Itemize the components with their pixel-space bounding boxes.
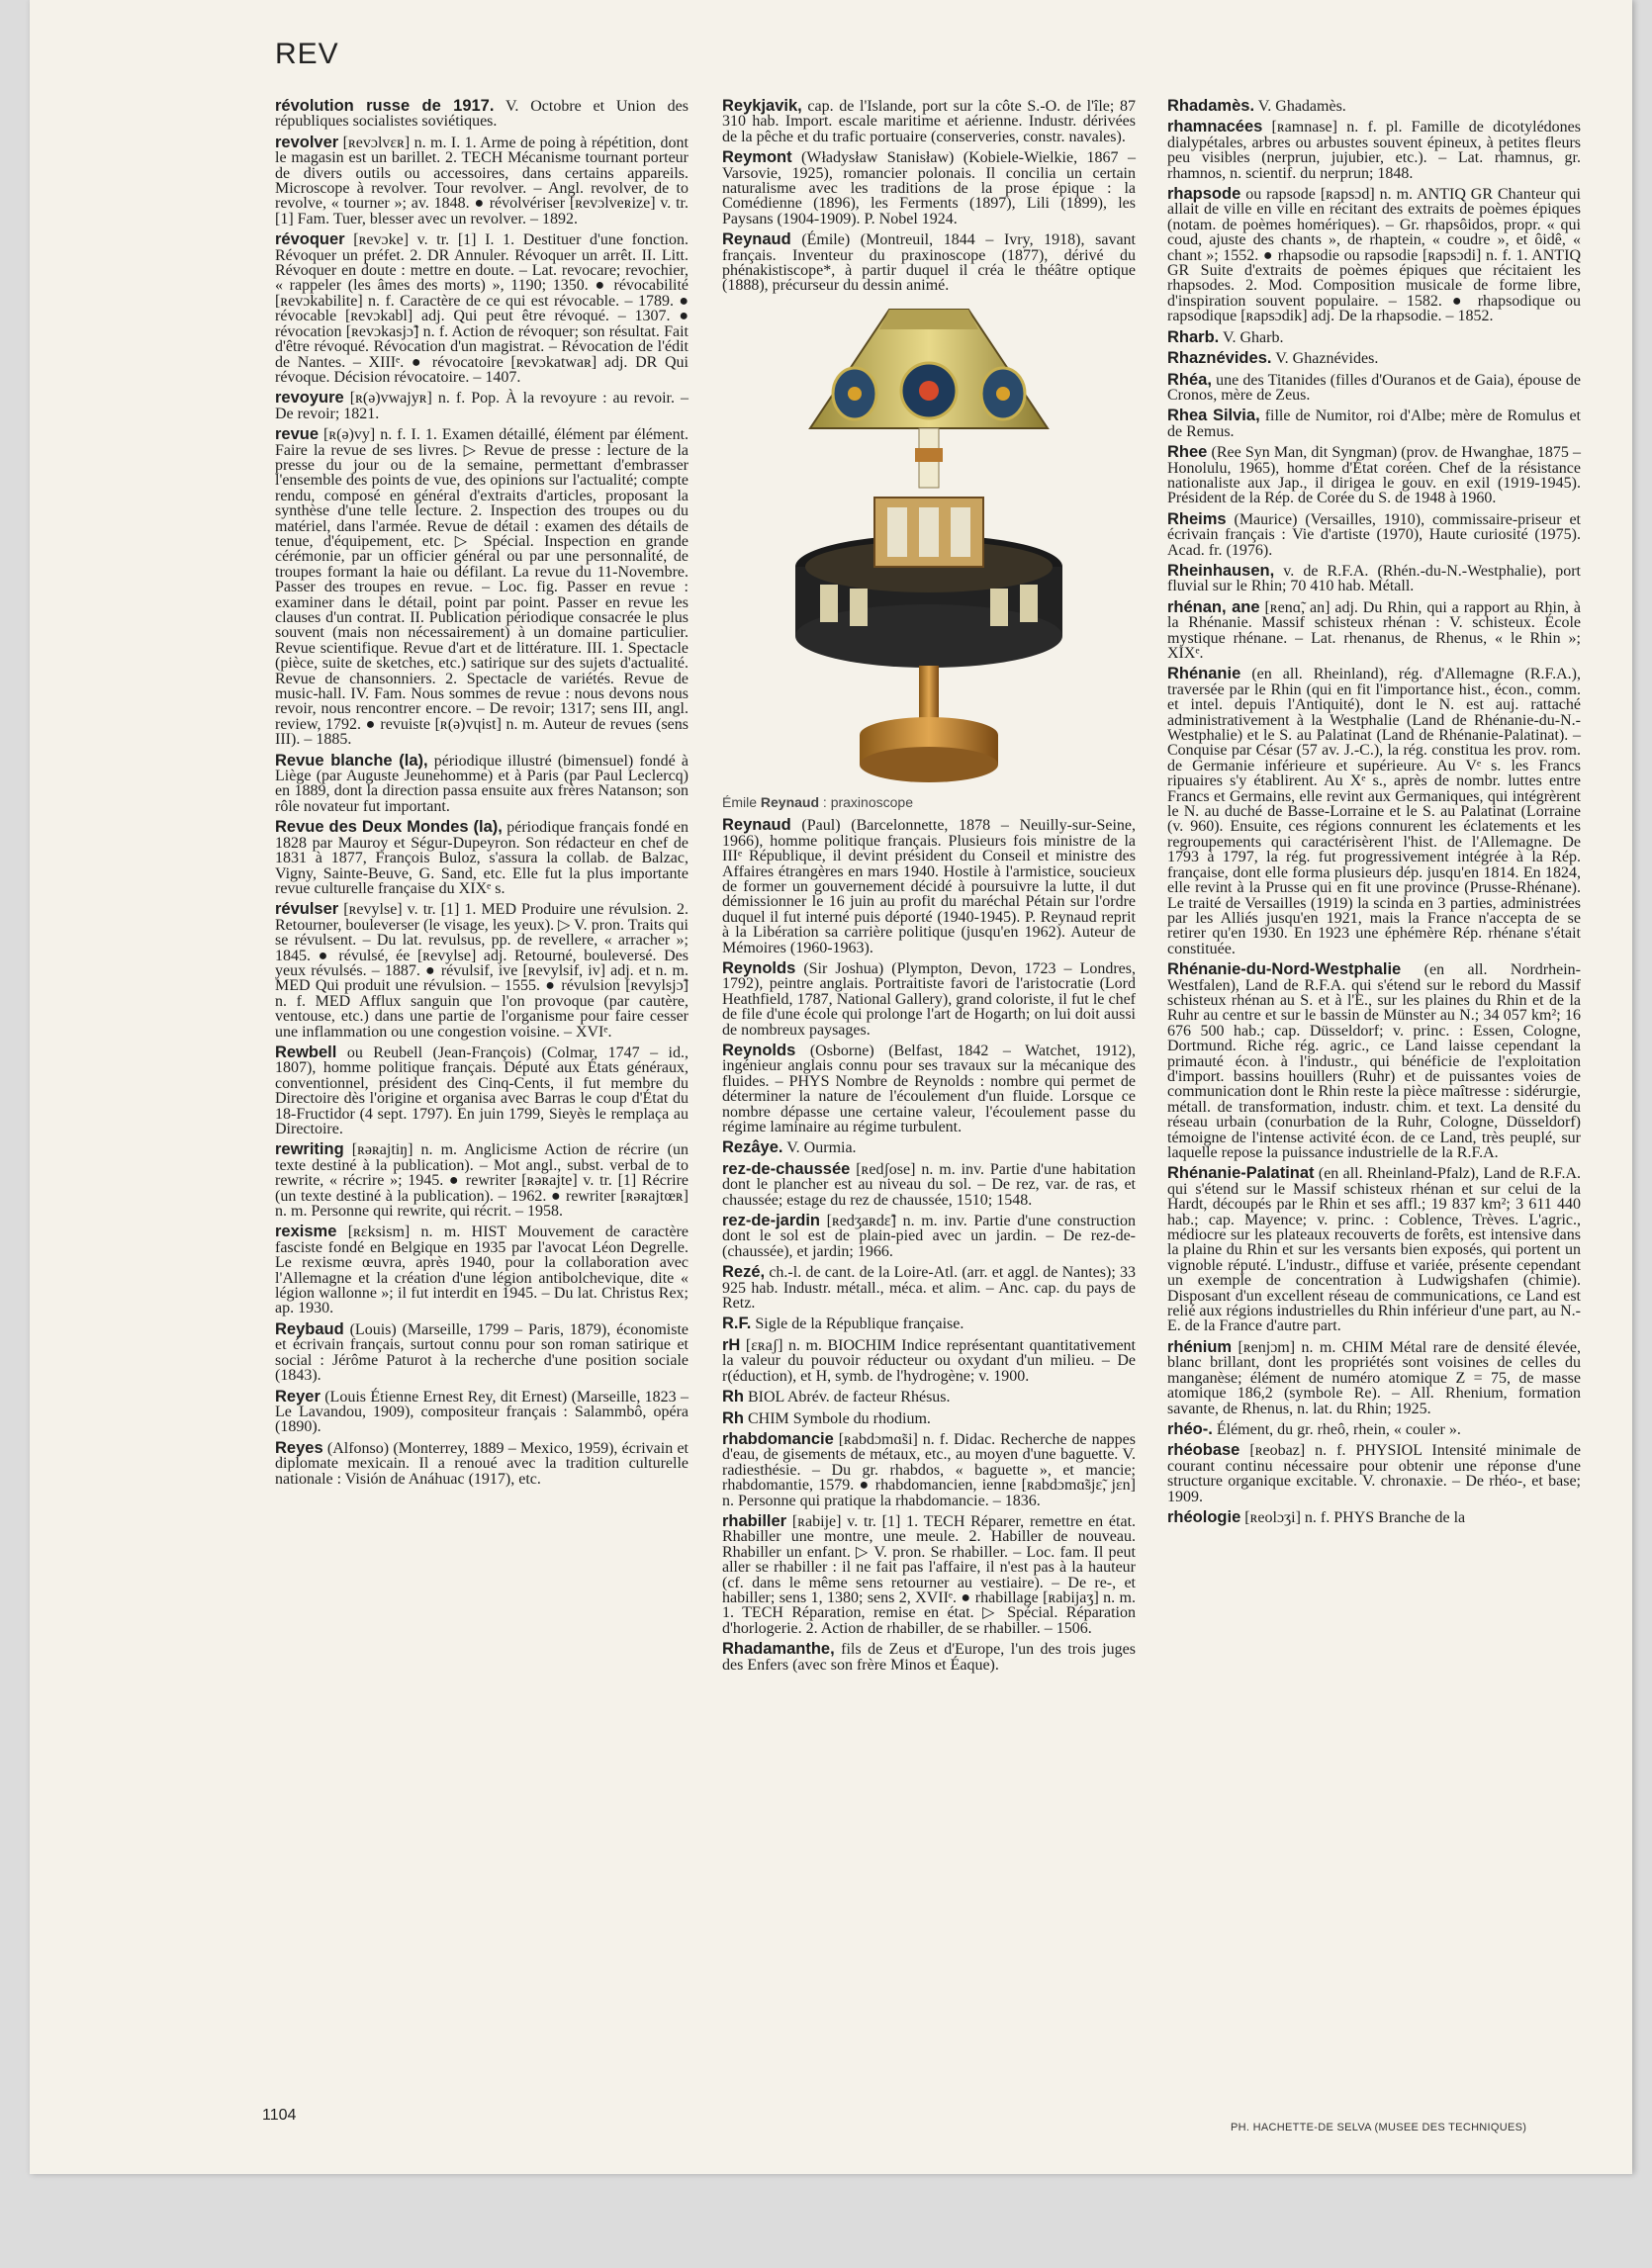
- entry-body: (Ree Syn Man, dit Syngman) (prov. de Hwanghae, 1875 – Honolulu, 1965), homme d'État coréen. Chef de la résistance nationaliste aux Jap., il dirigea le gouv. en exil (1919-1945). Président de la Rép. de Corée du S. de 1948 à 1960.: [1167, 444, 1581, 507]
- dictionary-entry: [722, 99, 1136, 144]
- dictionary-entry: [722, 1408, 1136, 1427]
- headword: Rhee: [1167, 443, 1208, 462]
- headword: R.F.: [722, 1315, 752, 1333]
- entry-body: (Sir Joshua) (Plympton, Devon, 1723 – Londres, 1792), peintre anglais. Portraitiste favori de l'aristocratie (Lord Heathfield, 1787, National Gallery), grand coloriste, il fut le chef de file d'une école qui prolonge l'art de Hogarth; on lui doit aussi de nombreux paysages.: [722, 959, 1137, 1039]
- headword: Rhadamès.: [1167, 97, 1255, 115]
- column-2-bottom: [722, 818, 1136, 1673]
- entry-body: (Alfonso) (Monterrey, 1889 – Mexico, 1959), écrivain et diplomate mexicain. Il a renoué avec la tradition culturelle nationale : Visión de Anáhuac (1917), etc.: [275, 1439, 688, 1488]
- entry-body: une des Titanides (filles d'Ouranos et de Gaia), épouse de Cronos, mère de Zeus.: [1167, 371, 1581, 404]
- dictionary-entry: [722, 1429, 1137, 1509]
- headword: rhabiller: [722, 1511, 787, 1530]
- dictionary-entry: [1167, 445, 1581, 506]
- headword: Reyes: [275, 1438, 323, 1457]
- headword: rH: [722, 1335, 741, 1354]
- column-1: [275, 99, 688, 1493]
- dictionary-entry: [1167, 351, 1581, 366]
- headword: Rhénanie: [1167, 665, 1241, 683]
- dictionary-entry: [722, 1390, 1136, 1405]
- photo-credit: PH. HACHETTE-DE SELVA (MUSEE DES TECHNIQUES): [1231, 2122, 1527, 2133]
- entry-body: Élément, du gr. rheô, rhein, « couler ».: [1216, 1420, 1461, 1438]
- headword: Rhea Silvia,: [1167, 407, 1260, 425]
- headword: Rhadamanthe,: [722, 1640, 835, 1659]
- dictionary-entry: [1167, 509, 1582, 559]
- dictionary-entry: [1167, 120, 1581, 181]
- entry-body: (Maurice) (Versailles, 1910), commissaire-priseur et écrivain français : Vie d'artiste (1970), Haute curiosité (1975). Acad. fr. (1976).: [1167, 510, 1582, 559]
- dictionary-entry: [1167, 99, 1581, 114]
- dictionary-entry: [275, 391, 688, 421]
- praxinoscope-illustration: [780, 300, 1077, 789]
- entry-body: [ʀɛksism] n. m. HIST Mouvement de caractère fasciste fondé en Belgique en 1935 par l'avocat Léon Degrelle. Le rexisme œuvra, après 1940, pour la collaboration avec l'Allemagne et la création d'une légion antibolchevique, dite « légion wallonne »; il fut interdit en 1945. – Du lat. Christus Rex; ap. 1930.: [275, 1224, 689, 1317]
- running-head: REV: [275, 38, 339, 70]
- entry-body: (Émile) (Montreuil, 1844 – Ivry, 1918), savant français. Inventeur du praxinoscope (1877), dérivé du phénakistiscope*, à partir duquel il créa le théâtre optique (1888), précurseur du dessin animé.: [722, 231, 1137, 295]
- entry-body: périodique illustré (bimensuel) fondé à Liège (par Auguste Jeunehomme) et à Paris (par Paul Leclercq) en 1889, dont la direction passa ensuite aux frères Natanson; son rôle novateur fut important.: [275, 752, 689, 815]
- headword: rhapsode: [1167, 185, 1241, 204]
- dictionary-entry: [1167, 1337, 1582, 1417]
- entry-body: ch.-l. de cant. de la Loire-Atl. (arr. et aggl. de Nantes); 33 925 hab. Industr. métall., méca. et alim. – Anc. cap. du pays de Retz.: [722, 1264, 1137, 1313]
- dictionary-entry: [275, 1319, 689, 1385]
- dictionary-entry: [275, 99, 688, 130]
- headword: Rheinhausen,: [1167, 561, 1275, 580]
- headword: rewriting: [275, 1140, 344, 1159]
- entry-body: V. Ourmia.: [786, 1139, 857, 1157]
- dictionary-entry: [1167, 597, 1581, 662]
- headword: Rhaznévides.: [1167, 349, 1272, 368]
- headword: Reynolds: [722, 958, 796, 977]
- headword: Reymont: [722, 148, 792, 167]
- dictionary-entry: [275, 232, 688, 385]
- dictionary-entry: [722, 1316, 1136, 1331]
- entry-body: ou Reubell (Jean-François) (Colmar, 1747 – id., 1807), homme politique français. Député aux États généraux, conventionnel, président des Cinq-Cents, il fut membre du Directoire dès l'origine et organisa avec Barras le coup d'État du 18-Fructidor (4 sept. 1797). En juin 1799, Sieyès le remplaça au Directoire.: [275, 1043, 689, 1137]
- entry-body: [ʀamnase] n. f. pl. Famille de dicotylédones dialypétales, arbres ou arbustes souvent épineux, à petites fleurs peu visibles (nerprun, jujubier, etc.). – Lat. rhamnus, gr. rhamnos, n. scientif. du nerprun; 1848.: [1167, 119, 1582, 182]
- entry-body: (en all. Rheinland-Pfalz), Land de R.F.A. qui s'étend sur le Massif schisteux rhénan et sur celui de la Hardt, découpés par le Rhin et ses affl.; 19 837 km²; 3 611 440 hab.; cap. Mayence; v. princ. : Coblence, Trèves. L'agric., médiocre sur les plateaux recouverts de forêts, est intensive dans la plaine du Rhin et sur les versants bien exposés, qui portent un vignoble réputé. L'industr., diffuse et variée, présente cependant un exemple de concentration à Ludwigshafen (chimie). Disposant d'un excellent réseau de communications, ce Land est relié aux régions industrielles du Rhin inférieur d'une part, au N.-E. de la France d'autre part.: [1167, 1165, 1582, 1335]
- entry-body: (Louis Étienne Ernest Rey, dit Ernest) (Marseille, 1823 – Le Lavandou, 1909), compositeur français : Salammbô, opéra (1890).: [275, 1388, 689, 1436]
- headword: revolver: [275, 133, 339, 151]
- headword: Reyer: [275, 1387, 321, 1406]
- entry-body: [ʀedʃose] n. m. inv. Partie d'une habitation dont le plancher est au niveau du sol. – De rez, var. de ras, et chaussée; estage du rez de chaussée, 1510; 1548.: [722, 1160, 1137, 1209]
- entry-body: V. Ghadamès.: [1257, 98, 1346, 115]
- page-number: 1104: [262, 2107, 297, 2124]
- headword: Reykjavik,: [722, 97, 802, 115]
- dictionary-entry: [1167, 1419, 1581, 1438]
- entry-body: [ʀevylse] v. tr. [1] 1. MED Produire une révulsion. 2. Retourner, bouleverser (le visage, les yeux). ▷ V. pron. Traits qui se révulsent. – Du lat. revulsus, pp. de revellere, « arracher »; 1845. ● révulsé, ée [ʀevylse] adj. Retourné, bouleversé. Des yeux révulsés. – 1887. ● révulsif, ive [ʀevylsif, iv] adj. et n. m. MED Qui produit une révulsion. – 1555. ● révulsion [ʀevylsjɔ̃] n. f. MED Afflux sanguin que l'on provoque (par cautère, ventouse, etc.) dans une partie de l'organisme pour faire cesser une inflammation ou une congestion voisine. – XVIᵉ.: [275, 901, 688, 1041]
- entry-body: [ʀevɔlvɛʀ] n. m. I. 1. Arme de poing à répétition, dont le magasin est un barillet. 2. TECH Mécanisme tournant porteur de divers outils ou accessoires, dans certains appareils. Microscope à revolver. Tour revolver. – Angl. revolver, de to revolve, « tourner »; av. 1848. ● révolvériser [ʀevɔlveʀize] v. tr. [1] Fam. Tuer, blesser avec un revolver. – 1892.: [275, 134, 689, 227]
- headword: rhamnacées: [1167, 118, 1263, 136]
- entry-body: v. de R.F.A. (Rhén.-du-N.-Westphalie), port fluvial sur le Rhin; 70 410 hab. Métall.: [1167, 562, 1581, 595]
- column-3: [1167, 99, 1581, 1531]
- dictionary-entry: [722, 1043, 1136, 1134]
- headword: rhéobase: [1167, 1441, 1240, 1460]
- entry-body: [ʀabdɔmɑ̃si] n. f. Didac. Recherche de nappes d'eau, de gisements de métaux, etc., au moyen d'une baguette. V. radiesthésie. – Du gr. rhabdos, « baguette », et mancie; rhabdomantie, 1579. ● rhabdomancien, ienne [ʀabdɔmɑ̃sjɛ̃, jɛn] n. Personne qui pratique la rhabdomancie. – 1836.: [722, 1430, 1137, 1509]
- figure-caption: [722, 795, 1136, 810]
- dictionary-entry: [722, 1140, 1136, 1155]
- dictionary-entry: [275, 1045, 688, 1136]
- entry-body: CHIM Symbole du rhodium.: [748, 1409, 931, 1427]
- dictionary-entry: [1167, 1166, 1581, 1333]
- dictionary-entry: [275, 1225, 688, 1315]
- dictionary-entry: [1167, 1507, 1581, 1526]
- headword: Rewbell: [275, 1043, 337, 1061]
- dictionary-entry: [1167, 327, 1581, 346]
- dictionary-entry: [275, 1387, 689, 1436]
- dictionary-entry: [722, 1335, 1136, 1385]
- headword: révulser: [275, 900, 339, 919]
- entry-body: (en all. Rheinland), rég. d'Allemagne (R.F.A.), traversée par le Rhin (qui en fit l'importance hist., écon., comm. et intel. depuis l'Antiquité), dont le N. est auj. rattaché administrativement à la Westphalie (Land de Rhénanie-du-N.-Westphalie) et le S. au Palatinat (Land de Rhénanie-Palatinat). – Conquise par César (57 av. J.-C.), la rég. constitua les prov. rom. de Germanie inférieure et supérieure. Au Vᵉ s. les Francs ripuaires s'y établirent. Au Xᵉ s., après de nombr. luttes entre Francs et Germains, elle revint aux Germaniques, qui intégrèrent le N. au duché de Basse-Lorraine et le S. au Palatinat (Lorraine (v. 960). Ensuite, ces régions connurent les éclatements et les regroupements qui caractérisèrent l'hist. de l'Allemagne. De 1793 à 1797, la rég. fut progressivement intégrée à la Rép. française, dont elle forma plusieurs dép. jusqu'en 1814. En 1824, elle revint à la Prusse qui en fit une province (Prusse-Rhénane). Le traité de Versailles (1919) la scinda en 3 parties, administrées par les Alliés jusqu'en 1921, mais la France n'accepta de se retirer qu'en 1930. En 1923 une éphémère Rép. rhénane s'était constituée.: [1167, 666, 1581, 957]
- entry-body: (Osborne) (Belfast, 1842 – Watchet, 1912), ingénieur anglais connu pour ses travaux sur la mécanique des fluides. – PHYS Nombre de Reynolds : nombre qui permet de déterminer la nature de l'écoulement d'un fluide. Lorsque ce nombre dépasse une certaine valeur, l'écoulement passe du régime laminaire au régime turbulent.: [722, 1042, 1136, 1135]
- caption-rest: : praxinoscope: [822, 793, 913, 810]
- entry-body: BIOL Abrév. de facteur Rhésus.: [748, 1389, 951, 1406]
- dictionary-entry: [722, 1642, 1136, 1673]
- headword: Reynolds: [722, 1041, 796, 1059]
- headword: révoquer: [275, 230, 345, 249]
- entry-body: [ʀenɑ̃, an] adj. Du Rhin, qui a rapport au Rhin, à la Rhénanie. Massif schisteux rhénan : V. schisteux. École mystique rhénane. – Lat. rhenanus, de Rhenus, « le Rhin »; XIXᵉ.: [1167, 598, 1581, 662]
- headword: Rheims: [1167, 509, 1227, 528]
- column-2-top: [722, 99, 1136, 294]
- headword: Reynaud: [722, 230, 791, 249]
- headword: rexisme: [275, 1223, 337, 1241]
- dictionary-entry: [722, 1265, 1136, 1311]
- headword: Revue blanche (la),: [275, 751, 428, 770]
- entry-body: fils de Zeus et d'Europe, l'un des trois juges des Enfers (avec son frère Minos et Éaque).: [722, 1641, 1137, 1674]
- dictionary-entry: [275, 820, 688, 896]
- dictionary-entry: [275, 1142, 688, 1219]
- dictionary-entry: [1167, 561, 1581, 595]
- dictionary-entry: [1167, 1443, 1581, 1504]
- headword: revue: [275, 425, 320, 444]
- dictionary-entry: [1167, 370, 1581, 404]
- headword: Revue des Deux Mondes (la),: [275, 818, 503, 837]
- entry-body: cap. de l'Islande, port sur la côte S.-O. de l'île; 87 310 hab. Import. escale maritime et aérienne. Industr. dérivées de la pêche et du trafic portuaire (conserveries, constr. navales).: [722, 98, 1137, 145]
- entry-body: ou rapsode [ʀapsɔd] n. m. ANTIQ GR Chanteur qui allait de ville en ville en récitant des extraits de poèmes épiques (notam. de poèmes homériques). – Gr. rhapsôidos, propr. « qui coud, ajuste des chants », de rhaptein, « coudre », et ôidê, « chant »; 1552. ● rhapsodie ou rapsodie [ʀapsɔdi] n. f. 1. ANTIQ GR Suite d'extraits de poèmes épiques que récitaient les rhapsodes. 2. Mod. Composition musicale de forme libre, d'inspiration souvent populaire. – 1582. ● rhapsodique ou rapsodique [ʀapsɔdik] adj. De la rhapsodie. – 1852.: [1167, 186, 1582, 325]
- entry-body: Sigle de la République française.: [755, 1315, 964, 1333]
- headword: révolution russe de 1917.: [275, 97, 495, 115]
- dictionary-entry: [722, 232, 1136, 294]
- entry-body: V. Ghaznévides.: [1275, 350, 1379, 368]
- headword: rhéo-.: [1167, 1419, 1213, 1438]
- headword: rez-de-jardin: [722, 1212, 821, 1230]
- headword: Rharb.: [1167, 327, 1220, 346]
- headword: Rh: [722, 1388, 744, 1406]
- dictionary-page: [30, 0, 1632, 2174]
- dictionary-entry: [722, 1511, 1137, 1637]
- caption-bold: Reynaud: [760, 793, 820, 810]
- entry-body: V. Gharb.: [1222, 328, 1284, 346]
- praxinoscope-figure: [722, 300, 1136, 810]
- entry-body: [ʀabije] v. tr. [1] 1. TECH Réparer, remettre en état. Rhabiller une montre, une meule. 2. Habiller de nouveau. Rhabiller un enfant. ▷ V. pron. Se rhabiller. – Loc. fam. Il peut aller se rhabiller : il ne fait pas l'affaire, il n'est pas à la hauteur (cf. dans le même sens retourner au vestiaire). – De re-, et habiller; sens 1, 1380; sens 2, XVIIᵉ. ● rhabillage [ʀabijaʒ] n. m. 1. TECH Réparation, remise en état. ▷ Spécial. Réparation d'horlogerie. 2. Action de rhabiller, de se rhabiller. – 1506.: [722, 1512, 1137, 1637]
- headword: Rezé,: [722, 1263, 766, 1282]
- dictionary-entry: [722, 150, 1136, 227]
- dictionary-entry: [1167, 187, 1581, 324]
- headword: Reynaud: [722, 816, 791, 835]
- dictionary-entry: [275, 133, 689, 227]
- dictionary-entry: [1167, 667, 1581, 956]
- entry-body: [ʀ(ə)vwajyʀ] n. f. Pop. À la revoyure : au revoir. – De revoir; 1821.: [275, 390, 688, 422]
- headword: revoyure: [275, 389, 344, 408]
- entry-body: (Władysław Stanisław) (Kobiele-Wielkie, 1867 – Varsovie, 1925), romancier polonais. Il concilia un certain naturalisme avec les traditions de la prose épique : la Comédienne (1896), les Ferments (1897), Lili (1899), les Paysans (1904-1909). P. Nobel 1924.: [722, 149, 1137, 227]
- entry-body: [ʀəʀajtiŋ] n. m. Anglicisme Action de récrire (un texte destiné à la publication). – Mot angl., subst. verbal de to rewrite, « récrire »; 1945. ● rewriter [ʀəʀajte] v. tr. [1] Récrire (un texte destiné à la publication). – 1962. ● rewriter [ʀəʀajtœʀ] n. m. Personne qui rewrite, qui récrit. – 1958.: [275, 1141, 689, 1221]
- headword: Rh: [722, 1408, 744, 1427]
- entry-body: [ʀeobaz] n. f. PHYSIOL Intensité minimale de courant continu nécessaire pour obtenir une réponse d'une structure organique excitable. V. chronaxie. – De rhéo-, et base; 1909.: [1167, 1442, 1582, 1505]
- dictionary-entry: [722, 818, 1136, 955]
- column-2: [722, 99, 1136, 1678]
- headword: rhéologie: [1167, 1507, 1241, 1526]
- dictionary-entry: [1167, 408, 1581, 439]
- caption-name: Émile: [722, 793, 758, 810]
- entry-body: fille de Numitor, roi d'Albe; mère de Romulus et de Remus.: [1167, 408, 1582, 440]
- headword: Reybaud: [275, 1319, 344, 1338]
- headword: Rhénanie-du-Nord-Westphalie: [1167, 960, 1402, 979]
- headword: Rhéa,: [1167, 370, 1212, 389]
- headword: rez-de-chaussée: [722, 1159, 851, 1178]
- dictionary-entry: [722, 1214, 1136, 1259]
- entry-body: [ʀ(ə)vy] n. f. I. 1. Examen détaillé, élément par élément. Faire la revue de ses livres. ▷ Revue de presse : lecture de la presse du jour ou de la semaine, permettant d'embrasser l'ensemble des points de vue, des opinions sur l'actualité; compte rendu, composé en général d'extraits d'articles, proposant la synthèse d'une telle lecture. 2. Inspection des troupes ou du matériel, dans l'armée. Revue de détail : examen des détails de tenue, d'équipement, etc. ▷ Spécial. Inspection en grande cérémonie, par un officier général ou par une personnalité, de troupes formant la haie ou défilant. La revue du 11-Novembre. Passer des troupes en revue. – Loc. fig. Passer en revue : examiner dans le détail, point par point. Passer en revue les clauses d'un contrat. II. Publication périodique consacrée le plus souvent (mais non nécessairement) à un domaine particulier. Revue scientifique. Revue d'art et de littérature. III. 1. Spectacle (pièce, suite de sketches, etc.) satirique sur des sujets d'actualité. Revue de chansonniers. 2. Spectacle de variétés. Revue de music-hall. IV. Fam. Nous sommes de revue : nous devons nous revoir, nous rencontrer encore. – De revoir; 1317; sens III, angl. review, 1792. ● revuiste [ʀ(ə)vɥist] n. m. Auteur de revues (sens III). – 1885.: [275, 426, 689, 749]
- headword: rhabdomancie: [722, 1429, 834, 1448]
- dictionary-entry: [275, 1438, 688, 1488]
- dictionary-entry: [1167, 962, 1581, 1160]
- dictionary-entry: [275, 427, 688, 748]
- dictionary-entry: [722, 958, 1137, 1039]
- entry-body: [ɛʀaʃ] n. m. BIOCHIM Indice représentant quantitativement la valeur du pouvoir réducteur ou oxydant d'un milieu. – De r(éduction), et H, symb. de l'hydrogène; v. 1900.: [722, 1336, 1136, 1385]
- headword: Rezâye.: [722, 1138, 783, 1157]
- entry-body: (en all. Nordrhein-Westfalen), Land de R.F.A. qui s'étend sur le rebord du Massif schisteux rhénan au S. et à l'E., sur les plaines du Rhin et de la Ruhr au centre et sur le bassin de Münster au N.; 34 057 km²; 16 676 500 hab.; cap. Düsseldorf; v. princ. : Essen, Cologne, Dortmund. Riche rég. agric., ce Land laisse cependant la primauté écon. à l'industr., qui bénéficie de l'exploitation d'import. bassins houillers (Ruhr) et de puissantes voies de communication dont le Rhin reste la pièce maîtresse : sidérurgie, métall. de transformation, industr. chim. et text. La densité du réseau urbain (conurbation de la Ruhr, Cologne, Düsseldorf) témoigne de l'intense activité écon. de ce Land, très peuplé, sur laquelle repose la puissance industrielle de la R.F.A.: [1167, 961, 1581, 1161]
- entry-body: (Louis) (Marseille, 1799 – Paris, 1879), économiste et écrivain français, surtout connu pour son roman satirique et social : Jérôme Paturot à la recherche d'une position sociale (1843).: [275, 1320, 689, 1385]
- entry-body: [ʀevɔke] v. tr. [1] I. 1. Destituer d'une fonction. Révoquer un préfet. 2. DR Annuler. Révoquer un arrêt. II. Litt. Révoquer en doute : mettre en doute. – Lat. revocare; revochier, « rappeler (les âmes des morts) », 1190; 1350. ● révocabilité [ʀevɔkabilite] n. f. Caractère de ce qui est révocable. – 1789. ● révocable [ʀevɔkabl] adj. Qui peut être révoqué. – 1307. ● révocation [ʀevɔkasjɔ̃] n. f. Action de révoquer; son résultat. Fait d'être révoqué. Révocation d'un magistrat. – Révocation de l'édit de Nantes. – XIIIᵉ. ● révocatoire [ʀevɔkatwaʀ] adj. DR Qui révoque. Décision révocatoire. – 1407.: [275, 231, 689, 386]
- entry-body: V. Octobre et Union des républiques socialistes soviétiques.: [275, 98, 688, 131]
- entry-body: (Paul) (Barcelonnette, 1878 – Neuilly-sur-Seine, 1966), homme politique français. Plusieurs fois ministre de la IIIᵉ République, il devint président du Conseil et ministre des Affaires étrangères en mars 1940. Hostile à l'armistice, soucieux de former un gouvernement décidé à poursuivre la lutte, il dut démissionner le 16 juin au profit du maréchal Pétain sur l'ordre duquel il fut interné puis déporté (1940-1945). P. Reynaud reprit à la Libération sa carrière politique (jusqu'en 1962). Auteur de Mémoires (1960-1963).: [722, 817, 1137, 956]
- dictionary-entry: [722, 1159, 1137, 1209]
- headword: Rhénanie-Palatinat: [1167, 1164, 1315, 1183]
- headword: rhénan, ane: [1167, 597, 1260, 616]
- dictionary-entry: [275, 902, 688, 1040]
- entry-body: périodique français fondé en 1828 par Mauroy et Ségur-Dupeyron. Son rédacteur en chef de 1831 à 1877, François Buloz, s'assura la collab. de Balzac, Vigny, Sainte-Beuve, G. Sand, etc. Elle fut la plus importante revue culturelle française du XIXᵉ s.: [275, 819, 688, 897]
- entry-body: [ʀeolɔʒi] n. f. PHYS Branche de la: [1244, 1508, 1466, 1526]
- dictionary-entry: [275, 751, 689, 815]
- headword: rhénium: [1167, 1337, 1233, 1356]
- entry-body: [ʀedʒaʀdɛ̃] n. m. inv. Partie d'une construction dont le sol est de plain-pied avec un jardin. – De rez-de-(chaussée), et jardin; 1966.: [722, 1213, 1137, 1260]
- entry-body: [ʀenjɔm] n. m. CHIM Métal rare de densité élevée, blanc brillant, dont les propriétés sont voisines de celles du manganèse; élément de numéro atomique Z = 75, de masse atomique 186,2 (symbole Re). – All. Rhenium, formation savante, de Rhenus, n. lat. du Rhin; 1925.: [1167, 1338, 1582, 1417]
